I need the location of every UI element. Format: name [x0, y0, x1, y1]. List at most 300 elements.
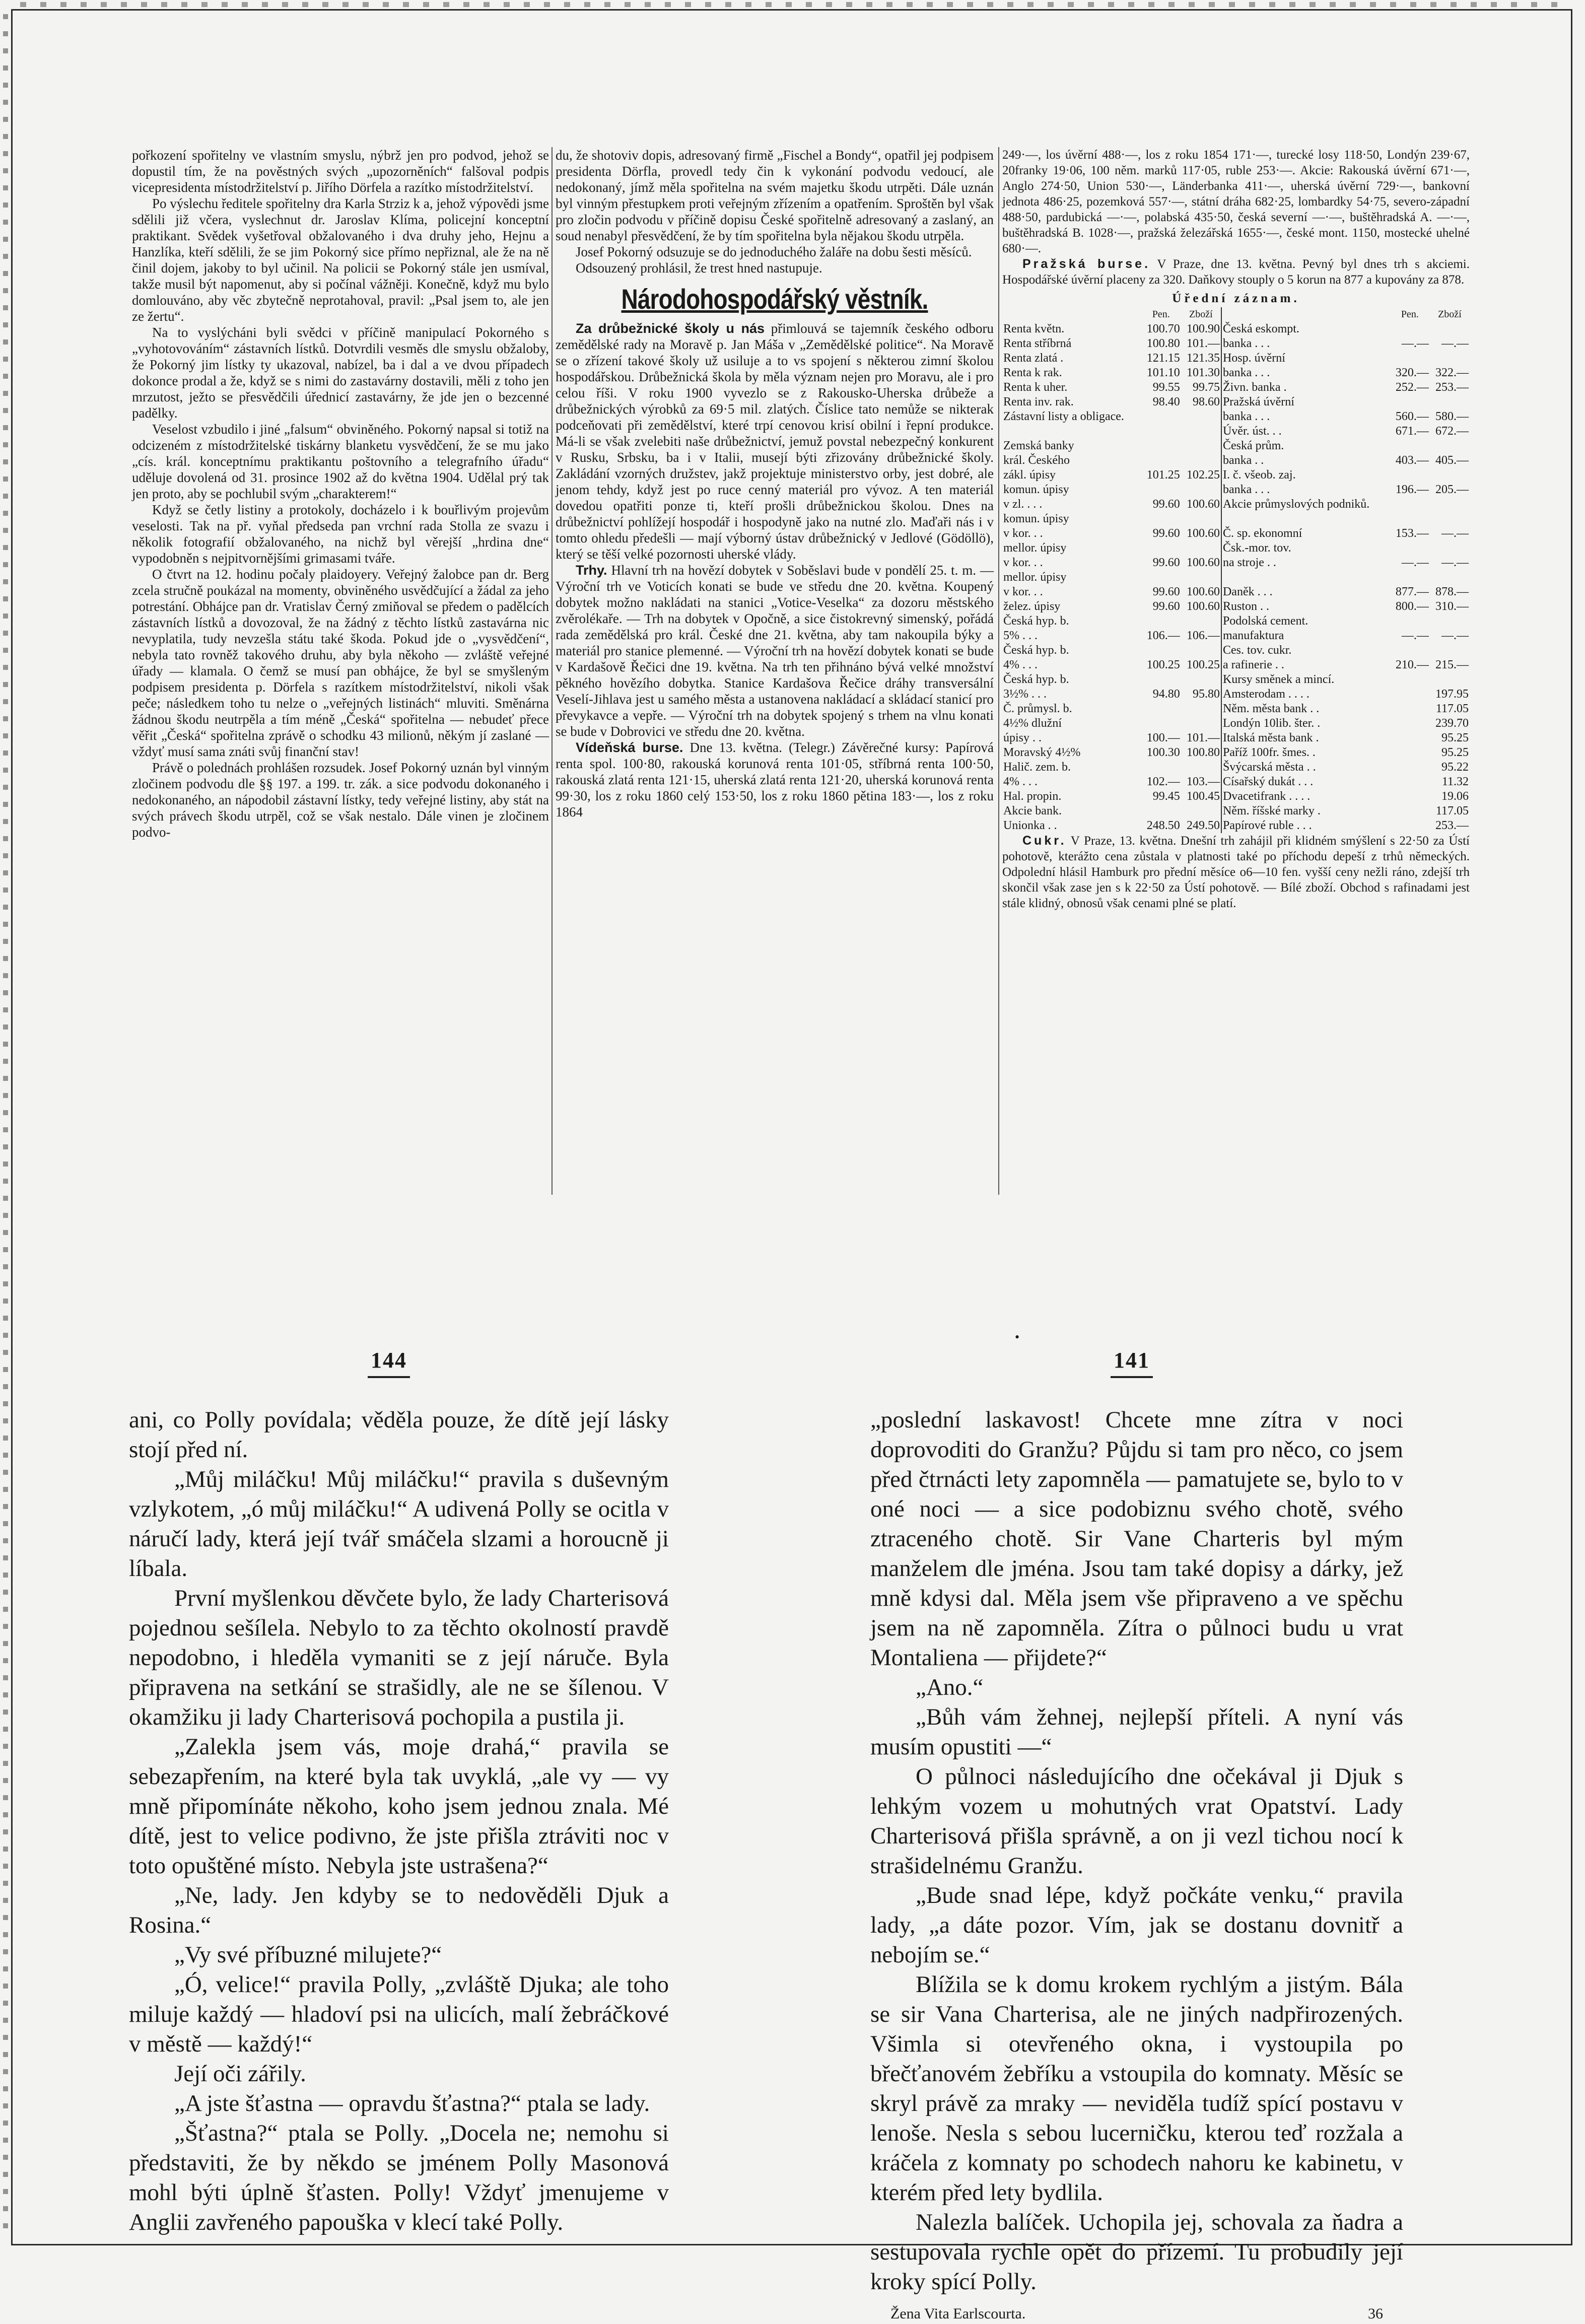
news-item-heading: Za drůbežnické školy u nás — [576, 321, 765, 336]
table-cell — [1181, 672, 1221, 687]
page-number-left: 144 — [368, 1347, 410, 1378]
table-cell: 100.60 — [1181, 497, 1221, 512]
table-cell — [1430, 351, 1470, 366]
paragraph: „A jste šťastna — opravdu šťastna?“ ptala se lady. — [174, 2090, 650, 2116]
table-cell — [1141, 643, 1181, 658]
table-row — [1002, 570, 1470, 585]
table-cell — [1390, 760, 1430, 775]
table-cell: 253.— — [1435, 819, 1469, 832]
table-cell: 197.95 — [1435, 688, 1469, 701]
table-row — [1002, 702, 1470, 716]
stray-mark: • — [1015, 1330, 1020, 1344]
table-cell: Živn. banka . — [1222, 381, 1287, 394]
table-cell — [1390, 775, 1430, 789]
novel-column-left — [129, 1405, 669, 2235]
table-cell: 322.— — [1435, 366, 1469, 379]
paragraph: Její oči zářily. — [174, 2061, 306, 2087]
table-row — [1002, 380, 1470, 395]
table-cell: 98.40 — [1152, 395, 1180, 408]
table-cell: 101.30 — [1181, 366, 1221, 380]
news-item-text: Hlavní trh na hovězí dobytek v Soběslavi bude v pondělí 25. t. m. — Výroční trh ve Voticích konati se bude ve středu dne 20. května. Koupený dobytek možno nakládati na stanici „Votice-Veselka“ za dozoru městského zvěrolékaře. — Trh na dobytek v Opočně, a sice čistokrevný simenský, pořádá rada zemědělská pro král. České dne 21. května, aby tam nakoupila býky a materiál pro stanice plemenné. — Výroční trh na hovězí dobytek konati se bude v Kardašově Řečici dne 19. května. Na trh ten přihnáno bývá velké množství pěkného hovězího dobytka. Stanice Kardašova Řečice dráhy transversální Veselí-Jihlava jest u samého města a ustanovena nakládací a skládací stanicí pro převykavce a vepře. — Výroční trh na dobytek spojený s trhem na vlnu konati se bude v Dobrovici ve středu dne 20. května. — [556, 563, 994, 739]
table-cell: 103.— — [1181, 775, 1221, 789]
table-cell — [1390, 439, 1430, 453]
table-cell: 99.60 — [1152, 585, 1180, 598]
table-row — [1002, 775, 1470, 789]
table-cell: 3½% . . . — [1003, 688, 1047, 701]
table-cell: 100.80 — [1146, 337, 1180, 350]
table-cell — [1181, 702, 1221, 716]
table-row — [1002, 745, 1470, 760]
binding-edge-marks — [3, 14, 8, 2240]
table-cell: 100.90 — [1181, 322, 1221, 336]
table-cell: 210.— — [1395, 658, 1429, 671]
paragraph: O půlnoci následujícího dne očekával ji Djuk s lehkým vozem u mohutných vrat Opatství. Lady Charterisová přišla správně, a on ji vezl tichou nocí k strašidelnému Granžu. — [870, 1763, 1403, 1879]
table-row — [1002, 687, 1470, 702]
table-header-row — [1002, 307, 1470, 322]
table-row — [1002, 599, 1470, 614]
table-cell: 95.25 — [1441, 731, 1469, 744]
table-row — [1002, 672, 1470, 687]
table-cell: mellor. úpisy — [1003, 541, 1067, 555]
table-cell: 11.32 — [1441, 775, 1469, 788]
table-cell — [1430, 512, 1470, 526]
table-cell — [1430, 570, 1470, 585]
paragraph: „poslední laskavost! Chcete mne zítra v noci doprovoditi do Granžu? Půjdu si tam pro něco, co jsem před čtrnácti lety zapomněla — pamatujete se, bylo to v oné noci — a sice podobiznu svého chotě, svého ztraceného chotě. Sir Vane Charteris byl mým manželem dle jména. Jsou tam také dopisy a dárky, jež mně kdysi dal. Měla jsem vše připraveno a ve spěchu jsem na ně zapomněla. Zítra o půlnoci budu u vrat Montaliena — přijdete?“ — [870, 1407, 1403, 1671]
table-cell: 100.60 — [1181, 585, 1221, 599]
exchange-table — [1002, 307, 1470, 833]
table-cell — [1390, 818, 1430, 833]
table-cell: na stroje . . — [1222, 556, 1276, 569]
court-report-end — [556, 147, 994, 276]
news-item-text: Dne 13. května. (Telegr.) Závěrečné kursy: Papírová renta spol. 100·80, rakouská korunová renta 101·05, stříbrná renta 100·50, rakouská zlatá renta 121·15, uherská zlatá renta 121·20, uherská korunová renta 99·30, los z roku 1860 celý 153·50, los z roku 1860 pětina 183·—, los z roku 1864 — [556, 740, 994, 819]
table-cell: 99.60 — [1152, 556, 1180, 569]
table-cell: Něm. města bank . . — [1222, 702, 1320, 715]
table-cell: mellor. úpisy — [1003, 571, 1067, 584]
table-cell: zákl. úpisy — [1003, 468, 1056, 482]
table-cell — [1430, 614, 1470, 629]
table-row — [1002, 468, 1470, 483]
table-cell: v kor. . . — [1003, 585, 1043, 598]
paragraph: O čtvrt na 12. hodinu počaly plaidoyery. Veřejný žalobce pan dr. Berg zcela stručně poukázal na momenty, obviněného usvědčující a žádal za jeho potrestání. Obhájce pan dr. Vratislav Černý zmiňoval se předem o padělcích zástavních lístků a dovozoval, že na žádný z těchto lístků zastavárna nic nevyplatila, tudy nevzešla státu také škoda. Pokud jde o „vysvědčení“, nebyla tato rovněž takového druhu, aby byla někoho — zvláště veřejné úřady — klamala. O čemž se musí pan obhájce, že byl se smyšleným podpisem presidenta p. Dörfela s razítkem místodržitelství, nikoli však peče; následkem toho tu nelze o „veřejných listinách“ mluviti. Směnárna žádnou škodu neutrpěla a tím méně „Česká“ spořitelna — nebudeť přece věřit „Česká“ spořitelna zprávě o schodku 43 milionů, někým jí zaslané — vždyť musí sama znáti svůj finanční stav! — [132, 567, 549, 759]
table-row — [1002, 526, 1470, 541]
table-cell: 100.60 — [1181, 556, 1221, 570]
table-cell: 249.50 — [1181, 818, 1221, 833]
table-cell: Renta stříbrná — [1003, 337, 1072, 350]
table-cell: 100.— — [1146, 731, 1180, 744]
table-cell — [1141, 541, 1181, 556]
table-cell: Kursy směnek a mincí. — [1222, 673, 1335, 686]
table-cell: —.— — [1441, 527, 1469, 540]
table-cell: Švýcarská města . . — [1222, 761, 1316, 774]
market-column — [1002, 147, 1470, 1215]
table-row — [1002, 409, 1470, 424]
table-row — [1002, 366, 1470, 380]
paragraph: Na to vyslýcháni byli svědci v příčině manipulací Pokorného s „vyhotovováním“ zástavních lístků. Dotvrdili vesměs dle smyslu obžaloby, že Pokorný jim lístky ty ukazoval, nabízel, ba i dal a ve dvou případech dokonce prodal a že, když se s nimi do zastavárny dostavili, měli z toho jen mrzutost, ježto se přesvědčili úřednicí zastavárny, že jde jen o bezcenné padělky. — [132, 325, 549, 421]
table-cell: 102.25 — [1181, 468, 1221, 483]
table-cell: Renta květn. — [1003, 322, 1065, 335]
table-cell: —.— — [1401, 337, 1429, 350]
table-cell: 100.30 — [1146, 746, 1180, 759]
table-cell: 4% . . . — [1003, 658, 1038, 671]
sugar-text: V Praze, 13. května. Dnešní trh zahájil při klidném smýšlení s 22·50 za Ústí pohotově, kterážto cena zůstala v platnosti také po příchodu depeší z trhů německých. Odpolední hlásil Hamburk pro přední měsíce o6—10 fen. vyšší ceny nežli ráno, zdejší trh skončil však zase jen s k 22·50 za Ústí pohotově. — Bílé zboží. Obchod s rafinadami jest stále klidný, obnosů však cenami plné se platí. — [1002, 834, 1470, 910]
page-number-right: 141 — [1111, 1347, 1153, 1378]
table-cell: 117.05 — [1435, 804, 1469, 817]
table-cell: 99.75 — [1181, 380, 1221, 395]
table-cell: 100.60 — [1181, 526, 1221, 541]
table-cell — [1390, 468, 1430, 483]
table-cell: 121.15 — [1146, 352, 1180, 365]
table-cell: 100.45 — [1181, 789, 1221, 804]
table-cell: Česká hyp. b. — [1003, 614, 1069, 628]
news-item-heading: Trhy. — [576, 563, 607, 578]
table-row — [1002, 789, 1470, 804]
paragraph: „Můj miláčku! Můj miláčku!“ pravila s duševným vzlykotem, „ó můj miláčku!“ A udivená Polly se ocitla v náručí lady, která její tvář smáčela slzami a horoucně ji líbala. — [129, 1466, 669, 1582]
table-cell: Renta k uher. — [1003, 381, 1068, 394]
table-cell: 196.— — [1395, 483, 1429, 496]
table-cell: 95.25 — [1441, 746, 1469, 759]
table-cell: 153.— — [1395, 527, 1429, 540]
table-cell: Renta zlatá . — [1003, 352, 1064, 365]
table-cell: Italská města bank . — [1222, 731, 1319, 744]
table-cell: 95.22 — [1441, 761, 1469, 774]
table-cell: 5% . . . — [1003, 629, 1038, 642]
table-cell: komun. úpisy — [1003, 483, 1069, 496]
paragraph: Veselost vzbudilo i jiné „falsum“ obviněného. Pokorný napsal si totiž na odcizeném z místodržitelské tiskárny blanketu vysvědčení, že se mu jako „cís. král. konceptnímu praktikantu poštovního a telegrafního úřadu“ uděluje dovolená od 31. prosince 1902 až do května 1904. Udělal prý tak jen proto, aby se pochlubil svým „charakterem!“ — [132, 422, 549, 501]
paragraph: Odsouzený prohlásil, že trest hned nastupuje. — [576, 260, 822, 276]
table-cell: 4% . . . — [1003, 775, 1038, 788]
table-cell: želez. úpisy — [1003, 600, 1061, 613]
table-cell — [1390, 804, 1430, 818]
table-cell: 94.80 — [1152, 688, 1180, 701]
table-cell: Ces. tov. cukr. — [1222, 644, 1292, 657]
table-cell: Č. sp. ekonomní — [1222, 527, 1302, 540]
table-cell: 672.— — [1435, 425, 1469, 438]
table-cell: 100.60 — [1181, 599, 1221, 614]
table-cell — [1181, 614, 1221, 629]
paragraph: „Bude snad lépe, když počkáte venku,“ pravila lady, „a dáte pozor. Vím, jak se dostanu dovnitř a nebojím se.“ — [870, 1882, 1403, 1968]
table-cell — [1390, 789, 1430, 804]
table-cell: 99.55 — [1152, 381, 1180, 394]
table-cell — [1181, 804, 1221, 818]
table-cell: 215.— — [1435, 658, 1469, 671]
table-cell: Česká eskompt. — [1222, 322, 1299, 335]
table-cell — [1430, 643, 1470, 658]
table-row — [1002, 643, 1470, 658]
news-item — [556, 562, 994, 739]
table-cell — [1141, 409, 1181, 424]
news-item-heading: Vídeňská burse. — [576, 740, 683, 755]
top-edge-marks — [20, 2, 1561, 7]
table-row — [1002, 541, 1470, 556]
table-cell — [1141, 424, 1181, 439]
table-cell — [1141, 614, 1181, 629]
table-cell — [1181, 483, 1221, 497]
table-row — [1002, 556, 1470, 570]
table-cell: 320.— — [1395, 366, 1429, 379]
table-cell — [1141, 439, 1181, 453]
table-cell: 98.60 — [1181, 395, 1221, 409]
news-item-text: přimlouvá se tajemník českého odboru zemědělské rady na Moravě p. Jan Máša v „Zemědělské politice“. Na Moravě se o zřízení takové školy už usiluje a to vs spojení s některou zimní školou hospodářskou. Drůbežnická škola by měla význam nejen pro Moravu, ale i pro celou říši. V roku 1900 vyvezlo se z Rakousko-Uherska drůbeže a drůbežnických výrobků za 69·5 mil. zlatých. Číslice tato nemůže se nikterak podceňovati při zemědělství, které trpí cenovou krisí obilní i řepní produkce. Má-li se však zvelebiti naše drůbežnictví, jemuž povstal nebezpečný konkurent v Rusku, Srbsku, ba i v Italii, musejí býti zřizovány drůbežnické školy. Zakládání vzorných družstev, jakž projektuje ministerstvo orby, jest dobré, ale jenom tehdy, když jest po ruce cenný materiál pro vývoz. A ten materiál dovedou opatřiti ponze ti, kteří prošli drůbežnickou školou. Dnes na drůbežnictví pohlížejí hospodář i hospodyně jako na nutné zlo. Maďaři nás i v tomto ohledu předešli — mají výborný ústav drůbežnický v Jedlové (Gödöllö), který se těší velké pozornosti uherské vlády. — [556, 321, 994, 562]
table-cell: 106.— — [1181, 629, 1221, 643]
news-column-middle — [556, 147, 994, 1215]
table-cell — [1141, 453, 1181, 468]
table-cell: Ruston . . — [1222, 600, 1269, 613]
table-cell: 205.— — [1435, 483, 1469, 496]
table-cell: Papírové ruble . . . — [1222, 819, 1312, 832]
table-cell: 99.60 — [1152, 498, 1180, 511]
table-cell — [1430, 541, 1470, 556]
table-cell: Císařský dukát . . . — [1222, 775, 1314, 788]
table-row — [1002, 512, 1470, 526]
table-cell: 560.— — [1395, 410, 1429, 423]
economic-news — [556, 320, 994, 820]
table-cell: —.— — [1441, 629, 1469, 642]
news-column-left — [132, 147, 549, 1215]
table-row — [1002, 424, 1470, 439]
paragraph: „Vy své příbuzné milujete?“ — [174, 1942, 442, 1968]
table-cell — [1390, 570, 1430, 585]
paragraph: Když se četly listiny a protokoly, docházelo i k bouřlivým projevům veselosti. Tak na př. vyňal předseda pan vrchní rada Stolla ze svazu i několik fotografií obžalovaného, na nichž byl věrejší „hrdina dne“ vypodobněn s nejpitvornějšími grimasami tváře. — [132, 502, 549, 566]
table-cell: v zl. . . . — [1003, 498, 1043, 511]
table-cell — [1181, 716, 1221, 731]
table-cell: banka . . . — [1222, 410, 1270, 423]
table-cell: Něm. říšské marky . — [1222, 804, 1321, 817]
paragraph: Nalezla balíček. Uchopila jej, schovala za ňadra a sestupovala rychle opět do přízemí. Tu probudily její kroky spící Polly. — [870, 2209, 1403, 2295]
table-cell — [1141, 804, 1181, 818]
table-cell: —.— — [1401, 629, 1429, 642]
table-cell: banka . . . — [1222, 483, 1270, 496]
table-cell: Zemská banky — [1003, 439, 1074, 452]
table-cell: 310.— — [1435, 600, 1469, 613]
table-cell: I. č. všeob. zaj. — [1222, 468, 1296, 482]
table-cell: 117.05 — [1435, 702, 1469, 715]
table-cell: Akcie průmyslových podniků. — [1222, 498, 1370, 511]
table-cell: 580.— — [1435, 410, 1469, 423]
table-cell — [1141, 702, 1181, 716]
table-cell: Halič. zem. b. — [1003, 761, 1071, 774]
paragraph: pořkození spořitelny ve vlastním smyslu, nýbrž jen pro podvod, jehož se dopustil tím, že na pověstných svých „upozorněních“ falšoval podpis vicepresidenta místodržitelství p. Jiřího Dörfela a razítko místodržitelství. — [132, 148, 549, 195]
table-cell: 248.50 — [1146, 819, 1180, 832]
table-cell: 878.— — [1435, 585, 1469, 598]
table-cell — [1181, 424, 1221, 439]
table-cell: úpisy . . — [1003, 731, 1042, 744]
table-cell — [1430, 322, 1470, 336]
table-cell — [1181, 409, 1221, 424]
table-cell — [1390, 731, 1430, 745]
table-cell: 877.— — [1395, 585, 1429, 598]
section-title-vestnik: Národohospodářský věstník. — [621, 283, 928, 315]
table-row — [1002, 658, 1470, 672]
paragraph: Blížila se k domu krokem rychlým a jistým. Bála se sir Vana Charterisa, ale ne jiných nadpřirozených. Všimla si otevřeného okna, i vystoupila po břečťanovém žebříku a vstoupila do komnaty. Měsíc se skryl právě za mraky — neviděla tudíž spící postavu v lenoše. Nesla s sebou lucerničku, kterou teď rozžala a kráčela z komnaty po schodech nahoru ke kabinetu, v kterém před lety bydlila. — [870, 1971, 1403, 2206]
table-cell: Unionka . . — [1003, 819, 1057, 832]
col-header-pen: Pen. — [1152, 309, 1170, 320]
paragraph: Právě o polednách prohlášen rozsudek. Josef Pokorný uznán byl vinným zločinem podvodu dle §§ 197. a 199. tr. zák. a sice podvodu dokonaného i nedokonaného, an nápodobil zástavní lístky, tedy veřejné listiny, aby stát na svých právech škodu utrpěl, což se však nestalo. Dále vinen je zločinem podvo- — [132, 760, 549, 840]
table-cell: Zástavní listy a obligace. — [1003, 410, 1124, 423]
sugar-market-paragraph — [1002, 833, 1470, 911]
novel-credit-line — [870, 2304, 1403, 2324]
table-row — [1002, 760, 1470, 775]
table-cell — [1390, 702, 1430, 716]
news-item — [556, 739, 994, 820]
table-cell — [1390, 512, 1430, 526]
table-row — [1002, 453, 1470, 468]
table-cell: 405.— — [1435, 454, 1469, 467]
table-cell: —.— — [1441, 337, 1469, 350]
table-cell: 403.— — [1395, 454, 1429, 467]
table-cell: v kor. . . — [1003, 527, 1043, 540]
paragraph: „Šťastna?“ ptala se Polly. „Docela ne; nemohu si představiti, že by někdo se jménem Polly Masonová mohl býti úplně šťasten. Polly! Vždyť jmenujeme v Anglii zavřeného papouška v klecí také Polly. — [129, 2120, 669, 2235]
table-cell: Úvěr. úst. . . — [1222, 425, 1282, 438]
table-cell — [1430, 395, 1470, 409]
paragraph: „Ne, lady. Jen kdyby se to nedověděli Djuk a Rosina.“ — [129, 1882, 669, 1938]
table-cell — [1181, 760, 1221, 775]
table-row — [1002, 804, 1470, 818]
table-cell: —.— — [1401, 556, 1429, 569]
table-cell: 102.— — [1146, 775, 1180, 788]
table-cell: 100.25 — [1181, 658, 1221, 672]
folio-number: 36 — [1368, 2305, 1383, 2322]
table-cell: a rafinerie . . — [1222, 658, 1284, 671]
table-cell: Čsk.-mor. tov. — [1222, 541, 1291, 555]
table-cell: 100.80 — [1181, 745, 1221, 760]
table-cell — [1181, 570, 1221, 585]
novel-title-credit: Žena Vita Earlscourta. — [890, 2305, 1026, 2322]
table-cell — [1141, 716, 1181, 731]
table-row — [1002, 614, 1470, 629]
table-cell: 100.25 — [1146, 658, 1180, 671]
table-cell: Amsterodam . . . . — [1222, 688, 1310, 701]
column-divider — [552, 147, 553, 1195]
paragraph: „Zalekla jsem vás, moje drahá,“ pravila se sebezapřením, na které byla tak uvyklá, „ale vy — vy mně připomínáte někoho, koho jsem jednou znala. Mé dítě, jest to velice podivno, že jste přišla ztráviti noc v toto opuštěné místo. Nebyla jste ustrašena?“ — [129, 1734, 669, 1879]
news-item — [556, 320, 994, 562]
table-cell: Dvacetifrank . . . . — [1222, 790, 1311, 803]
table-cell: 99.45 — [1152, 790, 1180, 803]
table-cell: v kor. . . — [1003, 556, 1043, 569]
table-cell — [1390, 541, 1430, 556]
prague-exchange-heading: Pražská burse. — [1022, 257, 1151, 271]
table-cell: Č. průmysl. b. — [1003, 702, 1072, 715]
table-cell: 99.60 — [1152, 527, 1180, 540]
table-cell: 101.10 — [1146, 366, 1180, 379]
table-cell: 106.— — [1146, 629, 1180, 642]
table-cell: 101.25 — [1146, 468, 1180, 482]
table-cell — [1390, 687, 1430, 702]
table-cell: 100.70 — [1146, 322, 1180, 335]
table-cell — [1390, 395, 1430, 409]
table-row — [1002, 439, 1470, 453]
prague-exchange-paragraph — [1002, 256, 1470, 288]
table-cell — [1390, 672, 1430, 687]
paragraph: Po výslechu ředitele spořitelny dra Karla Strziz k a, jehož výpovědi jsme sdělili již včera, vyslechnut dr. Jaroslav Klíma, policejní konceptní praktikant. Svědek vyšetřoval obžalovaného i dva druhy jeho, Hejnu a Hanzlíka, kteří sdělili, že se jim Pokorný sice přímo nepřiznal, ale že na ně činil dojem, jakoby to byl učinil. Na policii se Pokorný stále jen usmíval, takže musil být napomenut, aby si počínal vážněji. Konečně, když mu bylo domlouváno, aby věc zbytečně neprotahoval, pravil: „Psal jsem to, ale jen ze žertu“. — [132, 196, 549, 324]
table-cell: 671.— — [1395, 425, 1429, 438]
table-cell — [1430, 439, 1470, 453]
table-row — [1002, 629, 1470, 643]
table-cell: Renta k rak. — [1003, 366, 1062, 379]
table-cell: 121.35 — [1181, 351, 1221, 366]
table-row — [1002, 497, 1470, 512]
table-cell: —.— — [1441, 556, 1469, 569]
paragraph: „Ano.“ — [916, 1674, 984, 1700]
table-cell: Hosp. úvěrní — [1222, 352, 1285, 365]
sugar-heading: Cukr. — [1022, 834, 1067, 848]
table-cell — [1390, 614, 1430, 629]
table-row — [1002, 395, 1470, 409]
table-cell: 101.— — [1181, 731, 1221, 745]
table-cell: 253.— — [1435, 381, 1469, 394]
table-row — [1002, 716, 1470, 731]
table-cell: Hal. propin. — [1003, 790, 1062, 803]
table-row — [1002, 483, 1470, 497]
paragraph: První myšlenkou děvčete bylo, že lady Charterisová pojednou sešílela. Nebylo to za těchto okolností pravdě nepodobno, i hleděla vymaniti se z její náruče. Byla připravena na setkání se strašidly, ale ne se šílenou. V okamžiku ji lady Charterisová pochopila a pustila ji. — [129, 1585, 669, 1730]
table-row — [1002, 336, 1470, 351]
table-cell — [1390, 716, 1430, 731]
table-cell: Pražská úvěrní — [1222, 395, 1294, 408]
table-cell: Moravský 4½% — [1003, 746, 1081, 759]
table-cell — [1430, 497, 1470, 512]
table-cell: Česká hyp. b. — [1003, 673, 1069, 686]
table-cell: Česká prům. — [1222, 439, 1284, 452]
col-header-zbozi: Zboží — [1438, 309, 1462, 320]
table-cell: 95.80 — [1181, 687, 1221, 702]
table-cell: banka . . . — [1222, 366, 1270, 379]
table-cell: 101.— — [1181, 336, 1221, 351]
table-row — [1002, 731, 1470, 745]
table-cell: 99.60 — [1152, 600, 1180, 613]
table-cell — [1221, 512, 1390, 526]
table-cell — [1181, 453, 1221, 468]
table-cell — [1181, 643, 1221, 658]
table-cell: 4½% dlužní — [1003, 717, 1062, 730]
table-cell: komun. úpisy — [1003, 512, 1069, 525]
paragraph: ani, co Polly povídala; věděla pouze, že dítě její lásky stojí před ní. — [129, 1407, 669, 1463]
table-cell — [1141, 512, 1181, 526]
paragraph: du, že shotoviv dopis, adresovaný firmě „Fischel a Bondy“, opatřil jej podpisem presidenta Dörfla, provedl tedy čin k vykonání podvodu vedoucí, ale nedokonaný, jímž měla spořitelna na svém majetku škodu utrpěti. Dále uznán byl vinným přestupkem proti veřejným zřízením a opatřením. Sproštěn byl však pro zločin podvodu v příčině dopisu České spořitelně adresovaný a zaslaný, an soud nenabyl přesvědčení, že by tím spořitelna byla nějakou škodu utrpěla. — [556, 148, 994, 243]
table-cell: banka . . . — [1222, 337, 1270, 350]
col-header-zbozi: Zboží — [1181, 307, 1221, 322]
table-cell — [1390, 351, 1430, 366]
table-cell: Paříž 100fr. šmes. . — [1222, 746, 1316, 759]
table-cell — [1390, 643, 1430, 658]
paragraph: „Bůh vám žehnej, nejlepší příteli. A nyní vás musím opustiti —“ — [870, 1704, 1403, 1760]
table-cell: Podolská cement. — [1222, 614, 1308, 628]
column-divider — [998, 147, 999, 1195]
table-cell — [1181, 541, 1221, 556]
table-cell — [1141, 570, 1181, 585]
table-cell — [1141, 760, 1181, 775]
table-row — [1002, 351, 1470, 366]
table-cell — [1390, 497, 1430, 512]
official-record-heading: Úřední záznam. — [1172, 292, 1300, 305]
table-cell: Londýn 10lib. šter. . — [1222, 717, 1321, 730]
table-row — [1002, 322, 1470, 336]
table-cell — [1221, 570, 1390, 585]
vienna-exchange-continued: 249·—, los úvěrní 488·—, los z roku 1854 171·—, turecké losy 118·50, Londýn 239·67, 20franky 19·06, 100 něm. marků 117·05, ruble 253·—. Akcie: Rakouská úvěrní 671·—, Anglo 274·50, Union 530·—, Länderbanka 411·—, uherská úvěrní 729·—, bankovní jednota 486·25, pozemková 557·—, státní dráha 682·25, lombardky 54·75, severo-západní 488·50, pardubická —·—, polabská 435·50, česká severní —·—, buštěhradská A. —·—, buštěhradská B. 1028·—, pražská železářská 1655·—, české mont. 1150, mostecké uhelné 680·—. — [1002, 148, 1470, 255]
table-cell: Daněk . . . — [1222, 585, 1273, 598]
table-cell — [1390, 322, 1430, 336]
table-cell: Akcie bank. — [1003, 804, 1062, 817]
paragraph: Josef Pokorný odsuzuje se do jednoduchého žaláře na dobu šesti měsíců. — [576, 244, 972, 259]
table-cell — [1430, 672, 1470, 687]
table-cell: 19.06 — [1441, 790, 1469, 803]
table-cell — [1141, 483, 1181, 497]
table-cell: banka . . — [1222, 454, 1264, 467]
table-row — [1002, 585, 1470, 599]
table-cell: 239.70 — [1435, 717, 1469, 730]
table-cell: Česká hyp. b. — [1003, 644, 1069, 657]
novel-column-right — [870, 1405, 1403, 2322]
paragraph: „Ó, velice!“ pravila Polly, „zvláště Djuka; ale toho miluje každý — hladoví psi na ulicích, malí žebráčkové v městě — každý!“ — [129, 1971, 669, 2057]
table-cell — [1181, 439, 1221, 453]
